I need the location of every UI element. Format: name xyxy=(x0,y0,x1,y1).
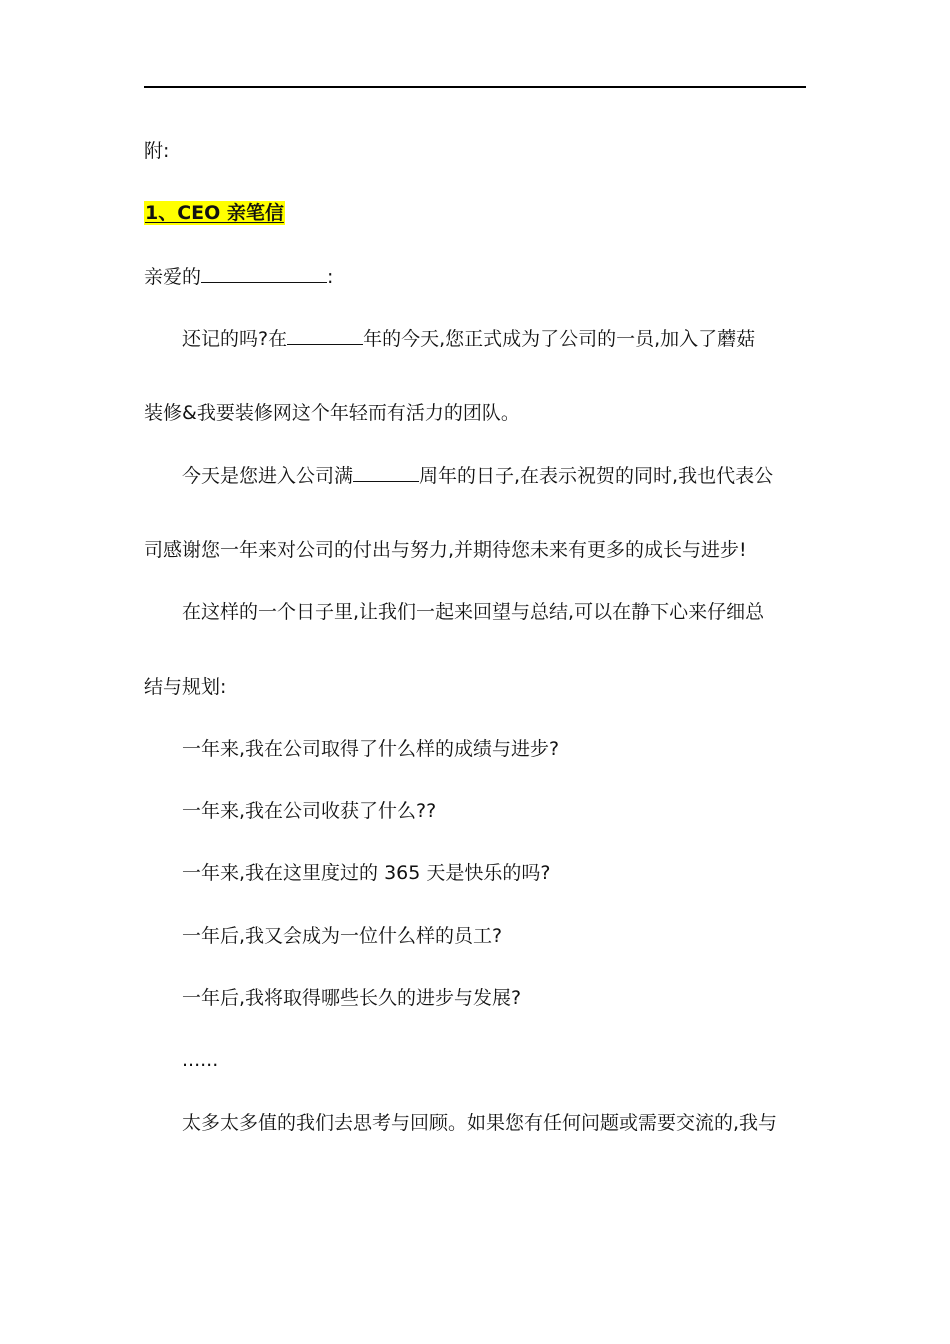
paragraph1-line2: 装修&我要装修网这个年轻而有活力的团队。 xyxy=(144,402,520,424)
section-heading: 1、CEO 亲笔信 xyxy=(145,202,284,224)
question-item: 一年后,我又会成为一位什么样的员工? xyxy=(182,925,503,947)
paragraph2-line1 xyxy=(182,463,808,488)
year-blank xyxy=(287,326,363,345)
paragraph1-text-before: 还记的吗?在 xyxy=(182,328,288,350)
section-heading-wrap xyxy=(144,201,808,225)
paragraph1-line1 xyxy=(182,326,808,351)
question-item: 一年来,我在这里度过的 365 天是快乐的吗? xyxy=(182,862,551,884)
paragraph1-text-after: 年的今天,您正式成为了公司的一员,加入了蘑菇 xyxy=(363,328,756,350)
paragraph2-text-after: 周年的日子,在表示祝贺的同时,我也代表公 xyxy=(419,465,774,487)
paragraph3-line2: 结与规划: xyxy=(144,676,227,698)
salutation xyxy=(144,264,808,289)
appendix-label: 附: xyxy=(144,140,170,162)
salutation-text: 亲爱的 xyxy=(144,266,202,288)
question-item: 一年来,我在公司收获了什么?? xyxy=(182,800,437,822)
header-rule xyxy=(144,86,806,88)
paragraph2-line2: 司感谢您一年来对公司的付出与努力,并期待您未来有更多的成长与进步! xyxy=(144,539,747,561)
name-blank xyxy=(201,264,327,283)
closing-line: 太多太多值的我们去思考与回顾。如果您有任何问题或需要交流的,我与 xyxy=(182,1112,778,1134)
question-item: 一年来,我在公司取得了什么样的成绩与进步? xyxy=(182,738,560,760)
question-item: 一年后,我将取得哪些长久的进步与发展? xyxy=(182,987,522,1009)
paragraph3-line1: 在这样的一个日子里,让我们一起来回望与总结,可以在静下心来仔细总 xyxy=(182,601,765,623)
years-blank xyxy=(353,463,419,482)
paragraph2-text-before: 今天是您进入公司满 xyxy=(182,465,354,487)
ellipsis: ...... xyxy=(182,1049,219,1071)
salutation-colon: : xyxy=(327,266,334,288)
